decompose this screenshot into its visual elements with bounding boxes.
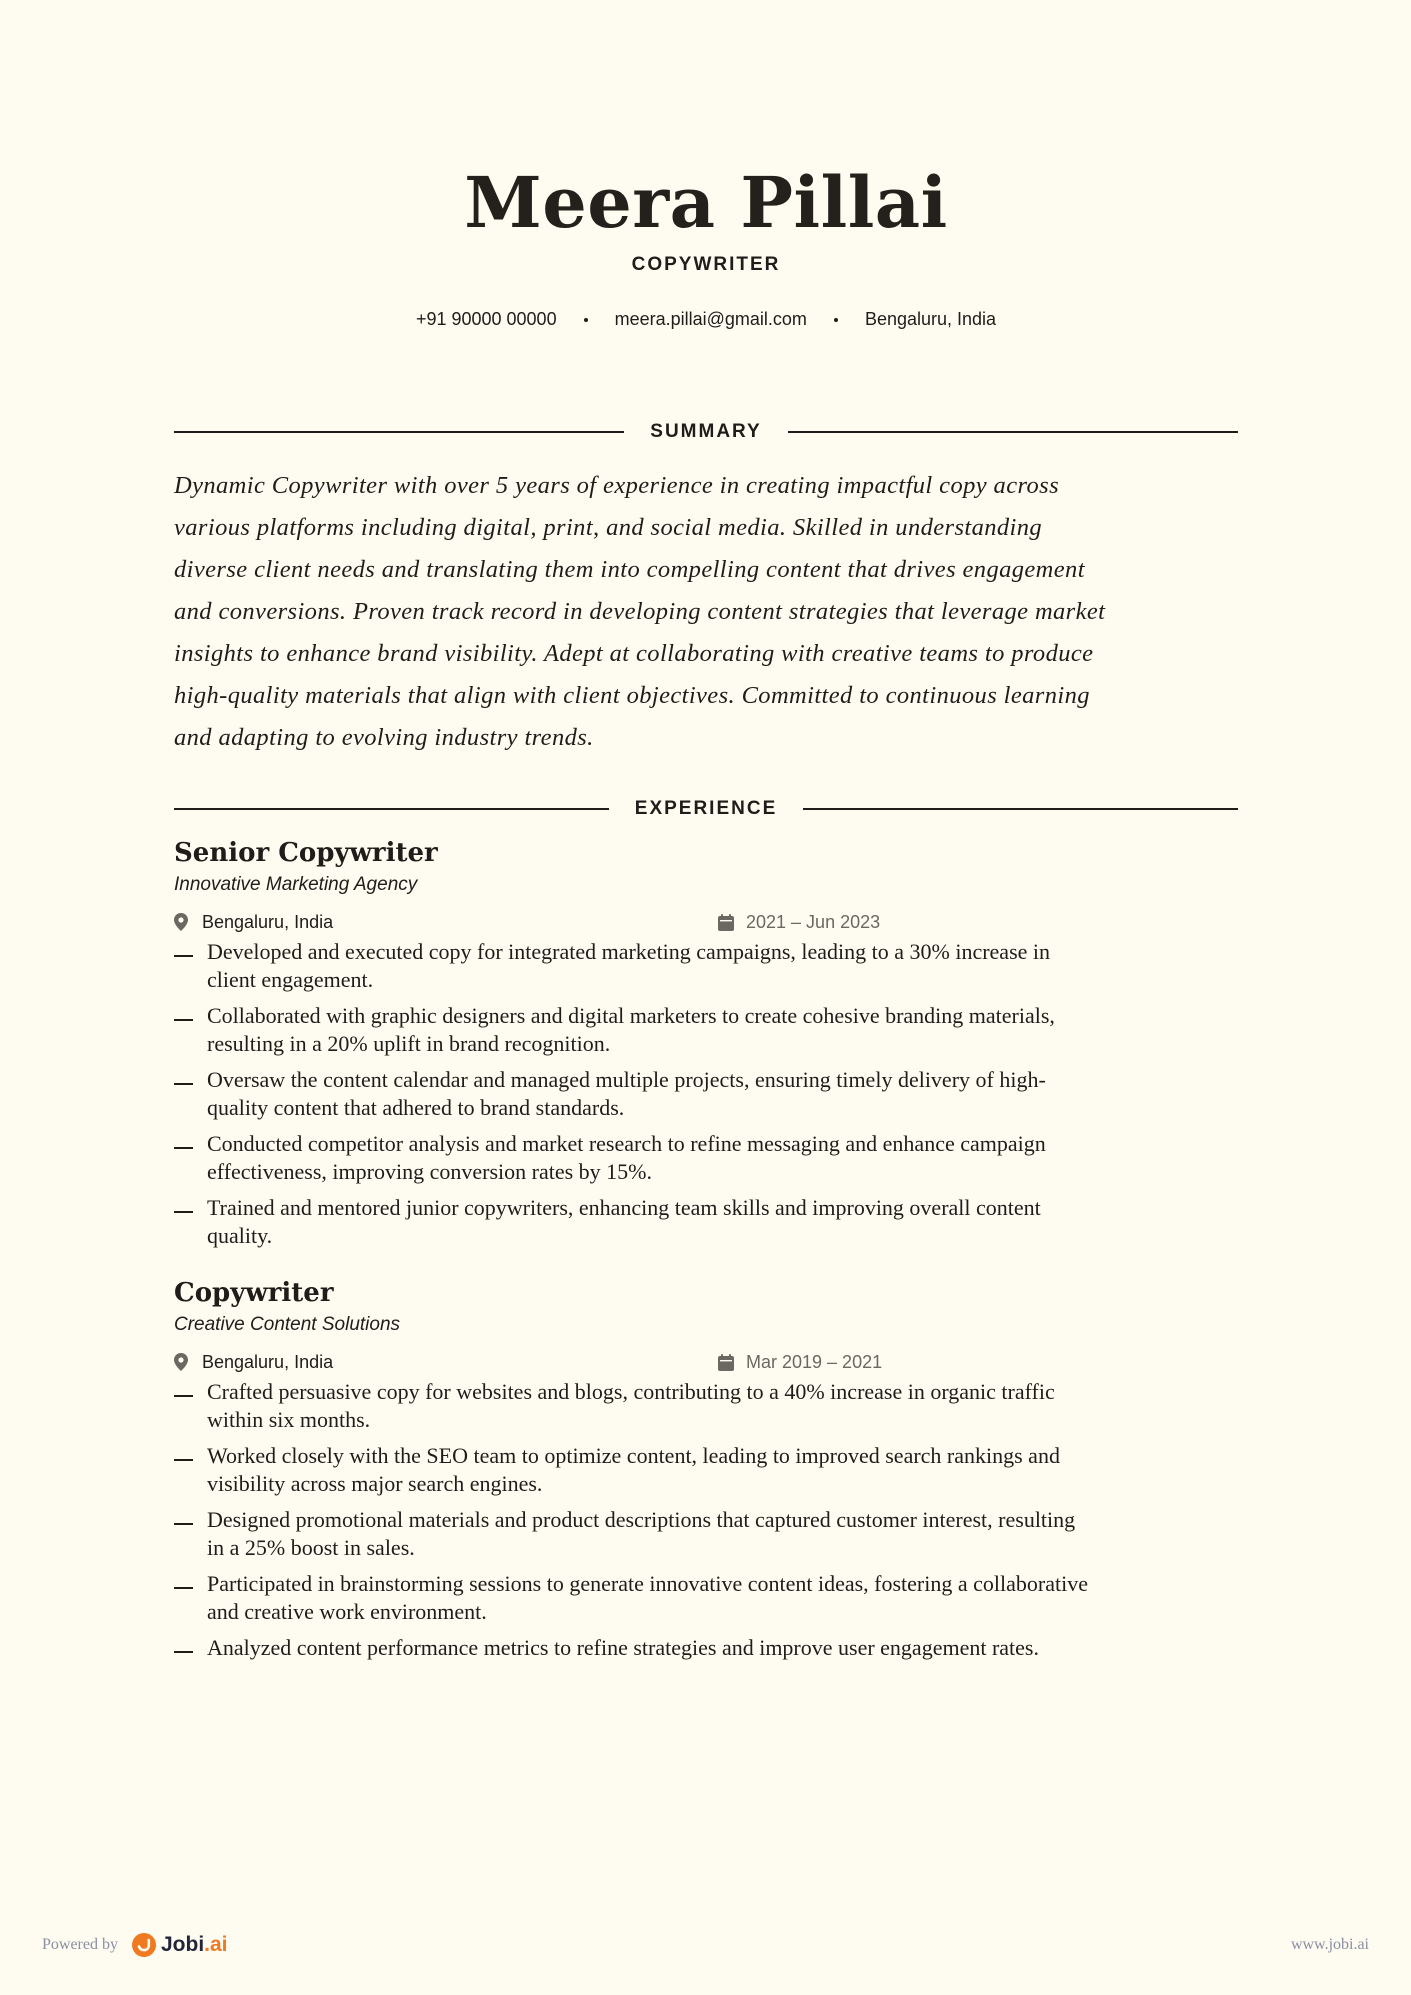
- bullet-item: [174, 1378, 1238, 1434]
- bullet-line: Oversaw the content calendar and managed multiple projects, ensuring timely delivery of high-: [207, 1067, 1046, 1092]
- summary-line: and conversions. Proven track record in developing content strategies that leverage market: [174, 598, 1106, 625]
- page-footer: [0, 1929, 1411, 1961]
- experience-heading-label: EXPERIENCE: [634, 798, 778, 819]
- brand-main: Jobi: [160, 1933, 205, 1956]
- map-pin-icon: [174, 913, 188, 931]
- job-title: Copywriter: [174, 1278, 334, 1308]
- bullet-item: [174, 1194, 1238, 1250]
- powered-by-link[interactable]: [42, 1929, 228, 1961]
- job-title: Senior Copywriter: [174, 838, 438, 868]
- bullet-line: client engagement.: [207, 967, 374, 992]
- bullet-item: [174, 1066, 1238, 1122]
- bullet-line: visibility across major search engines.: [207, 1471, 543, 1496]
- contact-location: Bengaluru, India: [864, 309, 997, 329]
- heading-rule: [788, 431, 1238, 433]
- jobi-logo: [132, 1933, 228, 1957]
- heading-rule: [174, 431, 624, 433]
- summary-text: [174, 465, 1238, 759]
- job-meta: [174, 1350, 1238, 1374]
- bullet-line: Crafted persuasive copy for websites and blogs, contributing to a 40% increase in organic traffic: [207, 1379, 1055, 1404]
- calendar-icon: [718, 914, 734, 931]
- bullet-line: and creative work environment.: [207, 1599, 487, 1624]
- job-entry: [174, 1276, 1238, 1662]
- bullet-line: in a 25% boost in sales.: [207, 1535, 415, 1560]
- bullet-line: Trained and mentored junior copywriters, enhancing team skills and improving overall content: [207, 1195, 1041, 1220]
- summary-line: diverse client needs and translating them into compelling content that drives engagement: [174, 556, 1085, 583]
- summary-heading: [174, 421, 1238, 443]
- bullet-line: Collaborated with graphic designers and digital marketers to create cohesive branding materials,: [207, 1003, 1055, 1028]
- job-location: [174, 912, 718, 933]
- contact-separator: [584, 318, 588, 322]
- bullet-item: [174, 1506, 1238, 1562]
- bullet-item: [174, 1570, 1238, 1626]
- contact-line: [174, 309, 1238, 330]
- summary-line: and adapting to evolving industry trends.: [174, 724, 594, 751]
- bullet-line: Designed promotional materials and product descriptions that captured customer interest, resulting: [207, 1507, 1076, 1532]
- dash-icon: [174, 1211, 193, 1213]
- bullet-item: [174, 938, 1238, 994]
- jobi-wordmark: [161, 1933, 228, 1957]
- job-dates: [718, 912, 880, 933]
- calendar-icon: [718, 1354, 734, 1371]
- candidate-name: Meera Pillai: [464, 161, 948, 244]
- summary-line: Dynamic Copywriter with over 5 years of experience in creating impactful copy across: [174, 472, 1060, 499]
- resume-header: [174, 0, 1238, 330]
- dash-icon: [174, 1019, 193, 1021]
- bullet-line: within six months.: [207, 1407, 371, 1432]
- bullet-line: Worked closely with the SEO team to optimize content, leading to improved search rankings and: [207, 1443, 1060, 1468]
- job-bullets: [174, 1378, 1238, 1662]
- contact-phone: +91 90000 00000: [415, 309, 557, 329]
- bullet-item: [174, 1634, 1238, 1662]
- experience-heading: [174, 798, 1238, 820]
- job-company: Innovative Marketing Agency: [174, 874, 418, 895]
- summary-line: insights to enhance brand visibility. Adept at collaborating with creative teams to produce: [174, 640, 1094, 667]
- contact-email: meera.pillai@gmail.com: [614, 309, 807, 329]
- job-location: [174, 1352, 718, 1373]
- dash-icon: [174, 1459, 193, 1461]
- powered-by-label: Powered by: [42, 1936, 118, 1953]
- job-company: Creative Content Solutions: [174, 1314, 401, 1335]
- summary-line: various platforms including digital, print, and social media. Skilled in understanding: [174, 514, 1043, 541]
- bullet-item: [174, 1002, 1238, 1058]
- experience-section: [174, 798, 1238, 1662]
- dash-icon: [174, 955, 193, 957]
- bullet-line: Developed and executed copy for integrated marketing campaigns, leading to a 30% increase in: [207, 939, 1051, 964]
- bullet-line: Participated in brainstorming sessions to generate innovative content ideas, fostering a collaborative: [207, 1571, 1088, 1596]
- heading-rule: [803, 808, 1238, 810]
- candidate-title: COPYWRITER: [631, 254, 781, 275]
- dash-icon: [174, 1523, 193, 1525]
- bullet-line: quality.: [207, 1223, 273, 1248]
- job-location-text: Bengaluru, India: [202, 911, 334, 932]
- dash-icon: [174, 1395, 193, 1397]
- bullet-line: Conducted competitor analysis and market research to refine messaging and enhance campaign: [207, 1131, 1046, 1156]
- site-link[interactable]: www.jobi.ai: [1290, 1936, 1369, 1953]
- bullet-line: resulting in a 20% uplift in brand recognition.: [207, 1031, 611, 1056]
- job-dates-text: Mar 2019 – 2021: [746, 1351, 883, 1372]
- bullet-line: quality content that adhered to brand standards.: [207, 1095, 625, 1120]
- job-entry: [174, 836, 1238, 1250]
- bullet-item: [174, 1130, 1238, 1186]
- job-dates: [718, 1352, 882, 1373]
- contact-separator: [834, 318, 838, 322]
- job-bullets: [174, 938, 1238, 1250]
- jobi-logo-icon: [132, 1933, 156, 1957]
- dash-icon: [174, 1083, 193, 1085]
- heading-rule: [174, 808, 609, 810]
- resume-page: [174, 0, 1238, 1670]
- summary-heading-label: SUMMARY: [650, 421, 762, 442]
- bullet-line: effectiveness, improving conversion rates by 15%.: [207, 1159, 652, 1184]
- job-dates-text: 2021 – Jun 2023: [746, 911, 881, 932]
- dash-icon: [174, 1651, 193, 1653]
- summary-line: high-quality materials that align with client objectives. Committed to continuous learning: [174, 682, 1090, 709]
- dash-icon: [174, 1147, 193, 1149]
- summary-section: [174, 421, 1238, 759]
- dash-icon: [174, 1587, 193, 1589]
- map-pin-icon: [174, 1353, 188, 1371]
- bullet-line: Analyzed content performance metrics to refine strategies and improve user engagement rates.: [207, 1635, 1039, 1660]
- bullet-item: [174, 1442, 1238, 1498]
- job-location-text: Bengaluru, India: [202, 1351, 334, 1372]
- brand-suffix: .ai: [204, 1933, 228, 1956]
- job-meta: [174, 910, 1238, 934]
